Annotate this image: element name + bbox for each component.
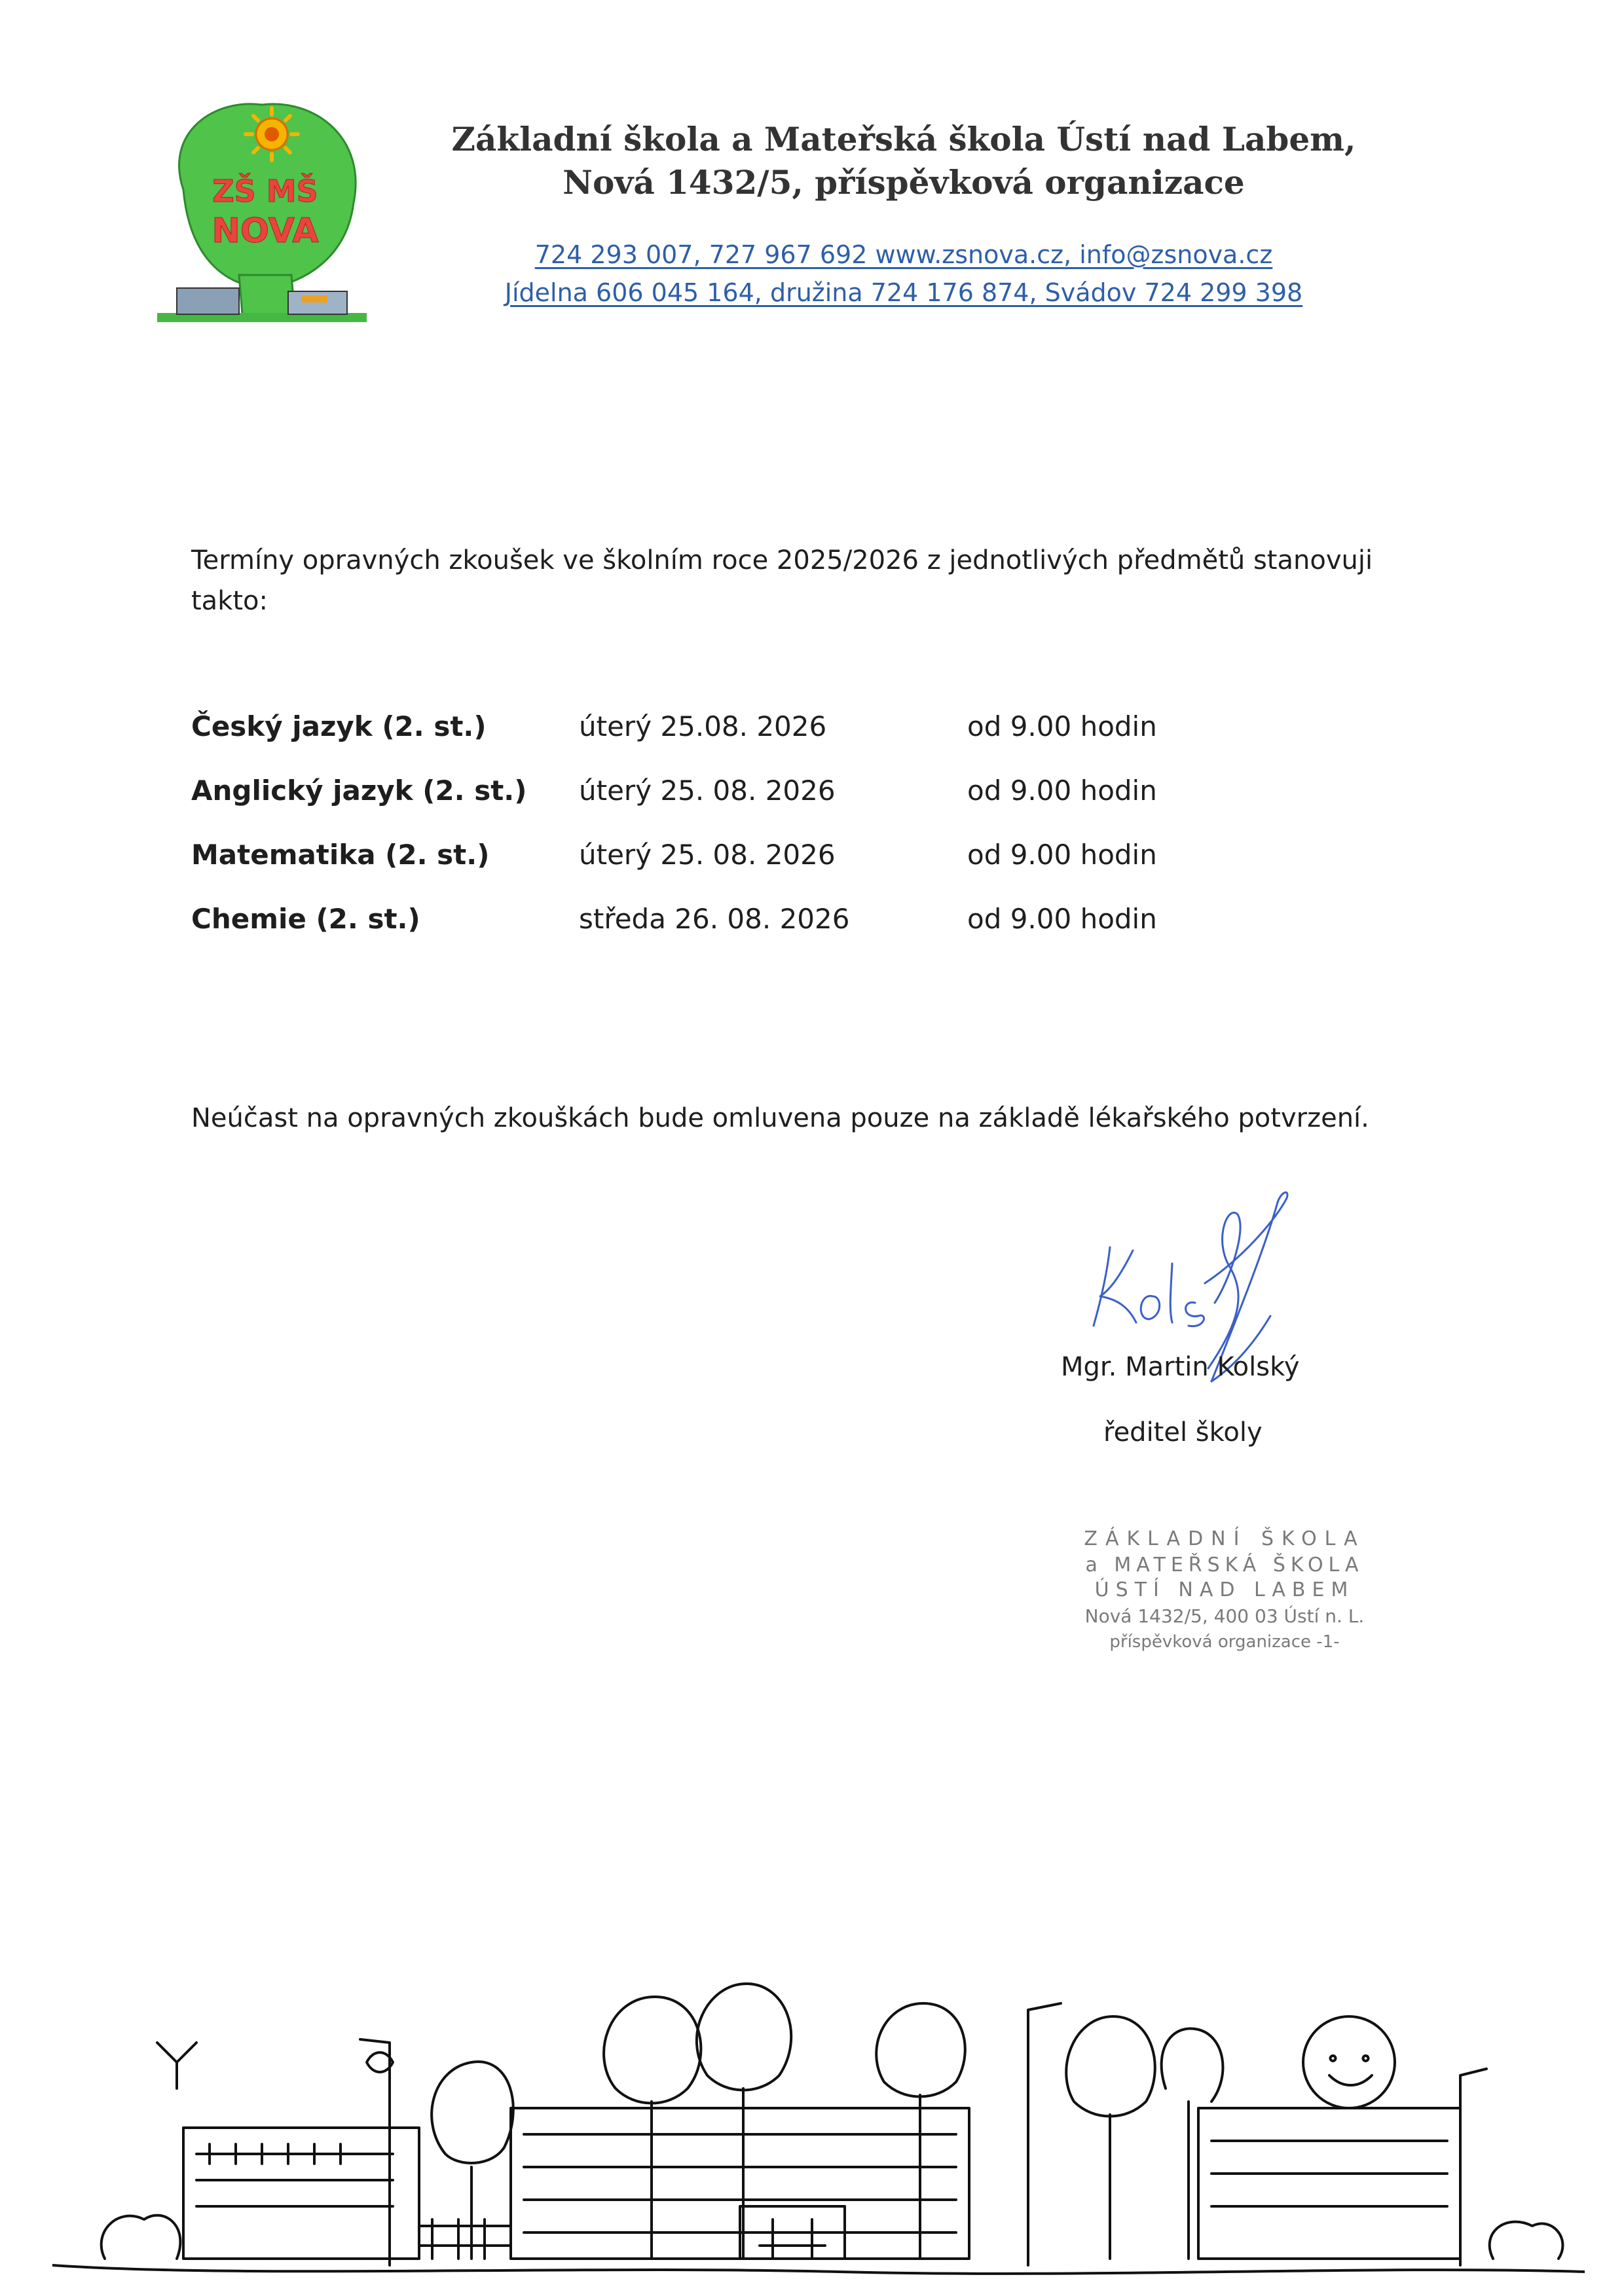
schedule-subject: Chemie (2. st.)	[191, 903, 420, 935]
schedule-subject: Matematika (2. st.)	[191, 839, 490, 871]
contact-info	[419, 236, 1388, 312]
logo-text-line2: NOVA	[212, 211, 319, 251]
stamp-line3: ÚSTÍ NAD LABEM	[1094, 1578, 1355, 1601]
school-stamp	[1041, 1519, 1408, 1676]
schedule-subject: Český jazyk (2. st.)	[191, 710, 487, 742]
organization-name-line2: Nová 1432/5, příspěvková organizace	[563, 163, 1245, 202]
signer-role: ředitel školy	[1103, 1417, 1263, 1448]
schedule-time: od 9.00 hodin	[967, 903, 1157, 935]
schedule-time: od 9.00 hodin	[967, 774, 1157, 807]
stamp-line2: a MATEŘSKÁ ŠKOLA	[1085, 1554, 1364, 1576]
schedule-date: úterý 25.08. 2026	[579, 710, 827, 742]
exam-schedule	[191, 710, 1435, 967]
schedule-row	[191, 839, 1435, 903]
schedule-row	[191, 710, 1435, 774]
signer-name: Mgr. Martin Kolský	[1061, 1352, 1300, 1382]
footer-school-illustration	[52, 1958, 1585, 2285]
stamp-line5: příspěvková organizace -1-	[1109, 1632, 1340, 1652]
logo-text-line1: ZŠ MŠ	[212, 173, 318, 209]
schedule-subject: Anglický jazyk (2. st.)	[191, 774, 527, 807]
organization-name	[419, 118, 1388, 204]
absence-note: Neúčast na opravných zkouškách bude omluvena pouze na základě lékařského potvrzení.	[191, 1103, 1369, 1133]
stamp-line1: ZÁKLADNÍ ŠKOLA	[1084, 1527, 1365, 1550]
schedule-time: od 9.00 hodin	[967, 839, 1157, 871]
schedule-date: středa 26. 08. 2026	[579, 903, 850, 935]
schedule-time: od 9.00 hodin	[967, 710, 1157, 742]
schedule-date: úterý 25. 08. 2026	[579, 774, 836, 807]
contact-line1[interactable]: 724 293 007, 727 967 692 www.zsnova.cz, info@zsnova.cz	[534, 240, 1273, 269]
stamp-line4: Nová 1432/5, 400 03 Ústí n. L.	[1084, 1605, 1365, 1627]
school-logo	[157, 92, 367, 334]
schedule-date: úterý 25. 08. 2026	[579, 839, 836, 871]
organization-name-line1: Základní škola a Mateřská škola Ústí nad Labem,	[451, 120, 1356, 158]
schedule-row	[191, 903, 1435, 967]
intro-paragraph: Termíny opravných zkoušek ve školním roce 2025/2026 z jednotlivých předmětů stanovuji takto:	[191, 545, 1373, 616]
sun-icon	[246, 108, 298, 160]
contact-line2[interactable]: Jídelna 606 045 164, družina 724 176 874, Svádov 724 299 398	[504, 278, 1303, 307]
schedule-row	[191, 774, 1435, 839]
